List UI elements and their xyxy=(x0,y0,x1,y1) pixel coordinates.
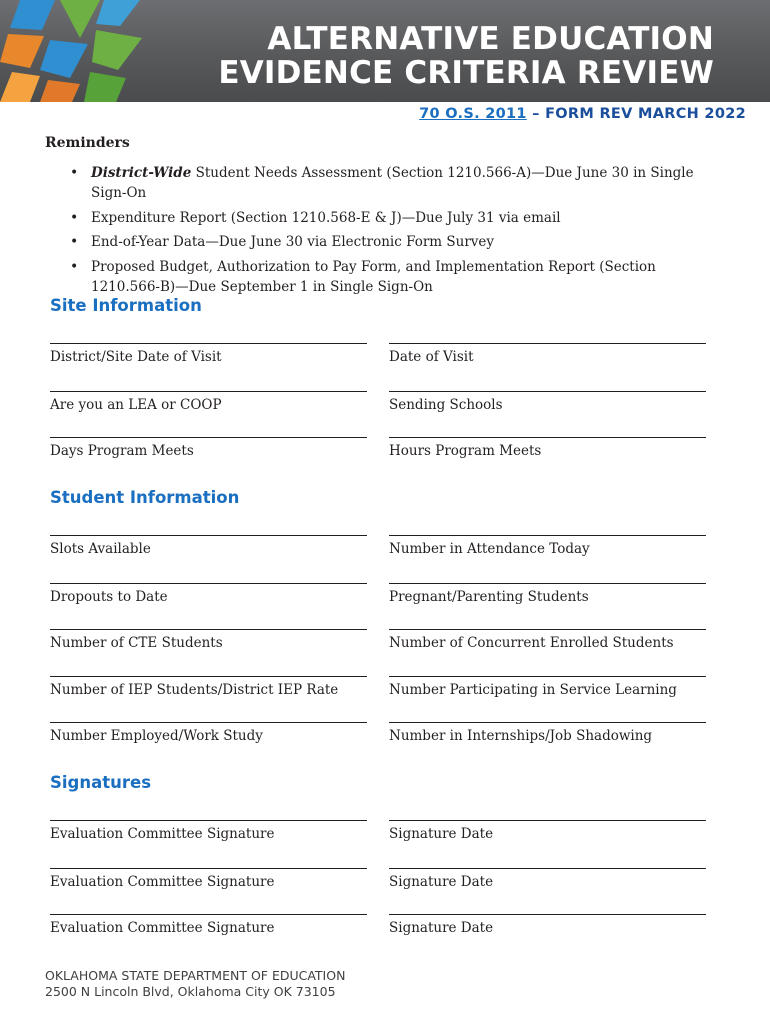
footer-organization: OKLAHOMA STATE DEPARTMENT OF EDUCATION xyxy=(45,968,346,983)
form-title-line-1: ALTERNATIVE EDUCATION xyxy=(267,21,714,57)
signatures-heading: Signatures xyxy=(50,773,152,792)
signature-date-field[interactable]: Signature Date xyxy=(389,868,706,891)
evaluation-committee-signature-field[interactable]: Evaluation Committee Signature xyxy=(50,868,367,891)
lea-or-coop-field[interactable]: Are you an LEA or COOP xyxy=(50,391,367,414)
reminder-item xyxy=(70,208,710,228)
evaluation-committee-signature-field[interactable]: Evaluation Committee Signature xyxy=(50,914,367,937)
reminder-item xyxy=(70,163,710,203)
concurrent-enrolled-students-field[interactable]: Number of Concurrent Enrolled Students xyxy=(389,629,706,652)
site-information-heading: Site Information xyxy=(50,296,202,315)
header-banner xyxy=(0,0,770,102)
date-of-visit-field[interactable]: Date of Visit xyxy=(389,343,706,366)
reminder-text: End-of-Year Data—Due June 30 via Electronic Form Survey xyxy=(91,234,495,250)
reminder-text: Expenditure Report (Section 1210.568-E & J)—Due July 31 via email xyxy=(91,209,561,226)
internships-job-shadowing-field[interactable]: Number in Internships/Job Shadowing xyxy=(389,722,706,745)
days-program-meets-field[interactable]: Days Program Meets xyxy=(50,437,367,460)
form-revision-line xyxy=(419,106,746,122)
cte-students-field[interactable]: Number of CTE Students xyxy=(50,629,367,652)
signature-date-field[interactable]: Signature Date xyxy=(389,820,706,843)
form-title xyxy=(218,22,714,90)
sending-schools-field[interactable]: Sending Schools xyxy=(389,391,706,414)
iep-students-rate-field[interactable]: Number of IEP Students/District IEP Rate xyxy=(50,676,367,699)
reminder-text: Student Needs Assessment (Section 1210.566-A)—Due June 30 in Single Sign-On xyxy=(91,165,694,201)
form-revision-text: – FORM REV MARCH 2022 xyxy=(526,106,746,122)
reminders-list xyxy=(70,163,710,301)
statute-link[interactable]: 70 O.S. 2011 xyxy=(419,106,527,122)
student-information-heading: Student Information xyxy=(50,488,240,507)
reminders-heading: Reminders xyxy=(45,135,130,151)
hours-program-meets-field[interactable]: Hours Program Meets xyxy=(389,437,706,460)
reminder-item xyxy=(70,257,710,297)
employed-work-study-field[interactable]: Number Employed/Work Study xyxy=(50,722,367,745)
reminder-item xyxy=(70,232,710,252)
pregnant-parenting-students-field[interactable]: Pregnant/Parenting Students xyxy=(389,583,706,606)
signature-date-field[interactable]: Signature Date xyxy=(389,914,706,937)
form-title-line-2: EVIDENCE CRITERIA REVIEW xyxy=(218,55,714,91)
oklahoma-star-logo-icon xyxy=(0,0,150,102)
reminder-emphasis: District-Wide xyxy=(91,165,192,181)
slots-available-field[interactable]: Slots Available xyxy=(50,535,367,558)
dropouts-to-date-field[interactable]: Dropouts to Date xyxy=(50,583,367,606)
reminder-text: Proposed Budget, Authorization to Pay Form, and Implementation Report (Section 1210.566-B)—Due September 1 in Single Sign-On xyxy=(91,258,656,295)
footer-street-address: 2500 N Lincoln Blvd, Oklahoma City OK 73105 xyxy=(45,984,336,999)
evaluation-committee-signature-field[interactable]: Evaluation Committee Signature xyxy=(50,820,367,843)
attendance-today-field[interactable]: Number in Attendance Today xyxy=(389,535,706,558)
service-learning-field[interactable]: Number Participating in Service Learning xyxy=(389,676,706,699)
district-site-date-of-visit-field[interactable]: District/Site Date of Visit xyxy=(50,343,367,366)
footer-address xyxy=(45,968,345,1000)
